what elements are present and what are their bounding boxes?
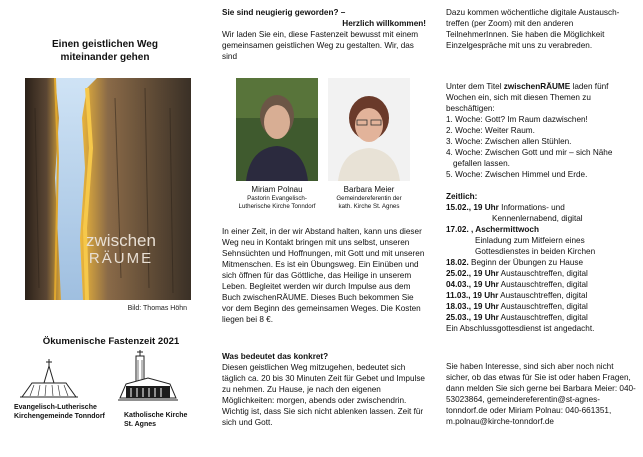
schedule-row bbox=[446, 268, 636, 279]
book-cover-image bbox=[25, 78, 191, 300]
church2-line1: Katholische Kirche bbox=[124, 412, 188, 419]
church2-label bbox=[124, 411, 187, 429]
week-item: 4. Woche: Zwischen Gott und mir – sich Nähe bbox=[446, 148, 613, 157]
closing-service: Ein Abschlussgottesdienst ist angedacht. bbox=[446, 324, 595, 333]
person1-role-2: Lutherische Kirche Tonndorf bbox=[238, 202, 316, 210]
person2-role-2: kath. Kirche St. Agnes bbox=[338, 202, 400, 210]
schedule-text: Beginn der Übungen zu Hause bbox=[468, 258, 584, 267]
schedule-date: 18.02. bbox=[446, 258, 469, 267]
schedule-row bbox=[446, 224, 636, 235]
cover-word-1: zwischen bbox=[86, 231, 156, 250]
body-paragraph: In einer Zeit, in der wir Abstand halten, kann uns dieser Weg neu in Kontakt bringen mit uns selbst, unseren Sehnsüchten und Hoffnungen, mit Gott und mit unseren Mitmenschen. Es ist ein Übungsweg. Ein Einüben und sich öffnen für das Göttliche, das Heilige in unserem Leben. Begleitet werden wir durch Impulse aus dem Buch zwischenRÄUME. Dieses Buch bekommen Sie vor dem Beginn des gemeinsamen Weges. Die Kosten liegen bei 8 €. bbox=[222, 227, 425, 324]
person1-role-1: Pastorin Evangelisch- bbox=[247, 195, 307, 202]
heading-curious: Sie sind neugierig geworden? – bbox=[222, 8, 346, 17]
schedule-row bbox=[446, 202, 636, 213]
intro-paragraph: Wir laden Sie ein, diese Fastenzeit bewusst mit einem gemeinsamen geistlichen Weg zu gestalten. Wir, das sind bbox=[222, 30, 419, 61]
church-st-agnes-drawing bbox=[118, 348, 178, 411]
schedule-row bbox=[446, 279, 636, 290]
heading-welcome: Herzlich willkommen! bbox=[342, 19, 426, 28]
schedule-list bbox=[446, 202, 636, 334]
schedule-row bbox=[446, 301, 636, 312]
schedule-date: 18.03., 19 Uhr bbox=[446, 302, 499, 311]
contact-paragraph: Sie haben Interesse, sind sich aber noch nicht sicher, ob das etwas für Sie ist oder haben Fragen, dann melden Sie sich gerne bei Barbara Meier: 040-53023864, gemeindereferentin@st-agnes-tonndorf.de oder Miriam Polnau: 040-661351, m.polnau@kirche-tonndorf.de bbox=[446, 362, 636, 426]
schedule-text: Austauschtreffen, digital bbox=[498, 269, 588, 278]
schedule-date: 17.02. , Aschermittwoch bbox=[446, 225, 539, 234]
themes-intro-post: laden fünf Wochen ein, sich mit diesen Themen zu beschäftigen: bbox=[446, 82, 609, 113]
person2-role-1: Gemeindereferentin der bbox=[336, 195, 402, 202]
title-line-1: Einen geistlichen Weg bbox=[52, 39, 158, 50]
schedule-text: Einladung zum Mitfeiern eines bbox=[475, 236, 585, 245]
church1-line1: Evangelisch-Lutherische bbox=[14, 404, 97, 411]
schedule-text: Austauschtreffen, digital bbox=[498, 313, 588, 322]
themes-intro-pre: Unter dem Titel bbox=[446, 82, 504, 91]
themes-title: zwischenRÄUME bbox=[503, 82, 571, 91]
week-item: 2. Woche: Weiter Raum. bbox=[446, 126, 535, 135]
photo-barbara-meier bbox=[328, 78, 410, 181]
caption-miriam bbox=[232, 185, 322, 210]
exchange-paragraph: Dazu kommen wöchentliche digitale Austausch-treffen (per Zoom) mit den anderen TeilnehmerInnen. Sie haben die Möglichkeit Einzelgespräche mit uns zu verabreden. bbox=[446, 8, 620, 50]
person1-name: Miriam Polnau bbox=[251, 185, 303, 194]
middle-column bbox=[222, 0, 426, 457]
cover-word-2: RÄUME bbox=[88, 250, 154, 267]
weeks-list bbox=[446, 114, 636, 180]
schedule-text: Austauschtreffen, digital bbox=[498, 291, 588, 300]
week-item: 3. Woche: Zwischen allen Stühlen. bbox=[446, 137, 572, 146]
week-item: 1. Woche: Gott? Im Raum dazwischen! bbox=[446, 115, 588, 124]
schedule-date: 25.02., 19 Uhr bbox=[446, 269, 499, 278]
schedule-row bbox=[446, 246, 636, 257]
schedule-row bbox=[446, 235, 636, 246]
church1-label bbox=[14, 403, 105, 421]
photo-credit: Bild: Thomas Höhn bbox=[127, 305, 187, 312]
body-paragraph-2: Diesen geistlichen Weg mitzugehen, bedeutet sich täglich ca. 20 bis 30 Minuten Zeit für Gebet und Impulse zu nehmen. Zu Hause, je nach den eigenen Möglichkeiten: morgen, abends oder zwischendrin. Wichtig ist, dass Sie sich nicht ablenken lassen. Zeit für sich und Gott. bbox=[222, 363, 425, 427]
schedule-date: 15.02., 19 Uhr bbox=[446, 203, 499, 212]
schedule-heading: Zeitlich: bbox=[446, 192, 478, 201]
schedule-date: 25.03., 19 Uhr bbox=[446, 313, 499, 322]
schedule-row bbox=[446, 312, 636, 323]
schedule-row bbox=[446, 290, 636, 301]
left-column bbox=[0, 0, 210, 457]
church1-line2: Kirchengemeinde Tonndorf bbox=[14, 413, 105, 420]
caption-barbara bbox=[324, 185, 414, 210]
schedule-text: Informations- und bbox=[498, 203, 565, 212]
schedule-text: Austauschtreffen, digital bbox=[498, 302, 588, 311]
church-tonndorf-drawing bbox=[18, 357, 80, 404]
schedule-row bbox=[446, 213, 636, 224]
event-title: Ökumenische Fastenzeit 2021 bbox=[42, 336, 180, 347]
photo-miriam-polnau bbox=[236, 78, 318, 181]
flyer-title bbox=[30, 38, 180, 64]
church2-line2: St. Agnes bbox=[124, 421, 157, 428]
schedule-text: Gottesdienstes in beiden Kirchen bbox=[475, 247, 596, 256]
title-line-2: miteinander gehen bbox=[60, 52, 150, 63]
schedule-date: 11.03., 19 Uhr bbox=[446, 291, 499, 300]
schedule-date: 04.03., 19 Uhr bbox=[446, 280, 499, 289]
schedule-text: Kennenlernabend, digital bbox=[492, 214, 583, 223]
schedule-row bbox=[446, 257, 636, 268]
themes-intro bbox=[446, 81, 636, 114]
week-item: 5. Woche: Zwischen Himmel und Erde. bbox=[446, 170, 588, 179]
week-item: gefallen lassen. bbox=[453, 159, 510, 168]
right-column bbox=[446, 0, 636, 457]
schedule-text: Austauschtreffen, digital bbox=[498, 280, 588, 289]
heading-concrete: Was bedeutet das konkret? bbox=[222, 352, 329, 361]
person2-name: Barbara Meier bbox=[343, 185, 395, 194]
